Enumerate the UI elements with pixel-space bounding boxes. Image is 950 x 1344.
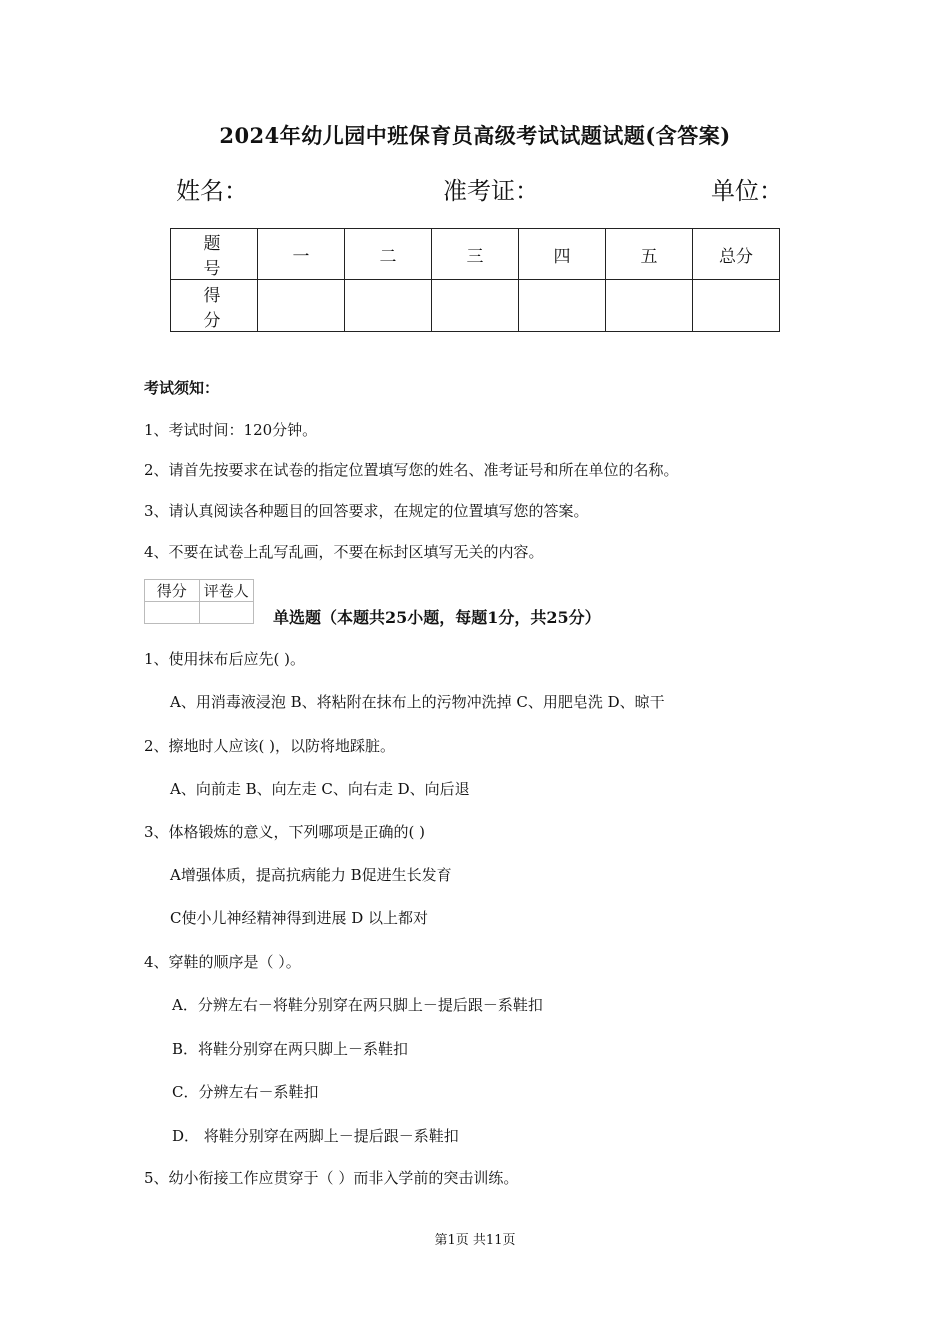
question-options: A、用消毒液浸泡 B、将粘附在抹布上的污物冲洗掉 C、用肥皂洗 D、晾干	[170, 693, 665, 711]
grader-box-score-label: 得分	[145, 580, 200, 602]
question-option: A．分辨左右－将鞋分别穿在两只脚上－提后跟－系鞋扣	[172, 996, 543, 1014]
score-table	[170, 228, 780, 332]
notice-item: 2、请首先按要求在试卷的指定位置填写您的姓名、准考证号和所在单位的名称。	[144, 461, 679, 479]
question-options: A增强体质，提高抗病能力 B促进生长发育	[170, 866, 452, 884]
notice-item: 3、请认真阅读各种题目的回答要求，在规定的位置填写您的答案。	[144, 502, 589, 520]
score-table-header-cell: 三	[432, 229, 519, 280]
question-options: A、向前走 B、向左走 C、向右走 D、向后退	[170, 780, 470, 798]
score-table-score-row	[171, 280, 780, 332]
name-field-label: 姓名：	[176, 177, 248, 205]
score-cell[interactable]	[345, 280, 432, 332]
section-title: 单选题（本题共25小题，每题1分，共25分）	[273, 608, 601, 627]
question-stem: 2、擦地时人应该( )，以防将地踩脏。	[144, 737, 396, 755]
score-table-header-cell: 题 号	[171, 229, 258, 280]
score-cell[interactable]	[693, 280, 780, 332]
score-table-header-cell: 一	[258, 229, 345, 280]
score-cell[interactable]	[258, 280, 345, 332]
notice-heading: 考试须知：	[144, 379, 220, 397]
score-cell[interactable]	[606, 280, 693, 332]
exam-id-field-label: 准考证：	[443, 177, 539, 205]
document-title: 2024年幼儿园中班保育员高级考试试题试题(含答案)	[219, 123, 731, 148]
score-table-score-label: 得 分	[171, 280, 258, 332]
question-stem: 3、体格锻炼的意义，下列哪项是正确的( )	[144, 823, 426, 841]
grader-box-score-cell[interactable]	[145, 602, 200, 624]
question-options: C使小儿神经精神得到进展 D 以上都对	[170, 909, 429, 927]
question-stem: 5、幼小衔接工作应贯穿于（ ）而非入学前的突击训练。	[144, 1169, 519, 1187]
unit-field-label: 单位：	[711, 177, 783, 205]
score-table-header-cell: 总分	[693, 229, 780, 280]
question-stem: 1、使用抹布后应先( )。	[144, 650, 306, 668]
grader-box-grader-cell[interactable]	[199, 602, 254, 624]
grader-box	[144, 579, 254, 624]
score-table-header-cell: 五	[606, 229, 693, 280]
page-footer: 第1页 共11页	[434, 1233, 516, 1248]
question-option: B．将鞋分别穿在两只脚上－系鞋扣	[172, 1040, 409, 1058]
score-table-header-cell: 四	[519, 229, 606, 280]
notice-item: 4、不要在试卷上乱写乱画，不要在标封区填写无关的内容。	[144, 543, 544, 561]
score-cell[interactable]	[432, 280, 519, 332]
question-stem: 4、穿鞋的顺序是（ ）。	[144, 953, 301, 971]
score-table-header-row	[171, 229, 780, 280]
grader-box-grader-label: 评卷人	[199, 580, 254, 602]
score-table-header-cell: 二	[345, 229, 432, 280]
question-option: D． 将鞋分别穿在两脚上－提后跟－系鞋扣	[172, 1127, 459, 1145]
question-option: C．分辨左右－系鞋扣	[172, 1083, 319, 1101]
score-cell[interactable]	[519, 280, 606, 332]
notice-item: 1、考试时间：120分钟。	[144, 421, 318, 439]
